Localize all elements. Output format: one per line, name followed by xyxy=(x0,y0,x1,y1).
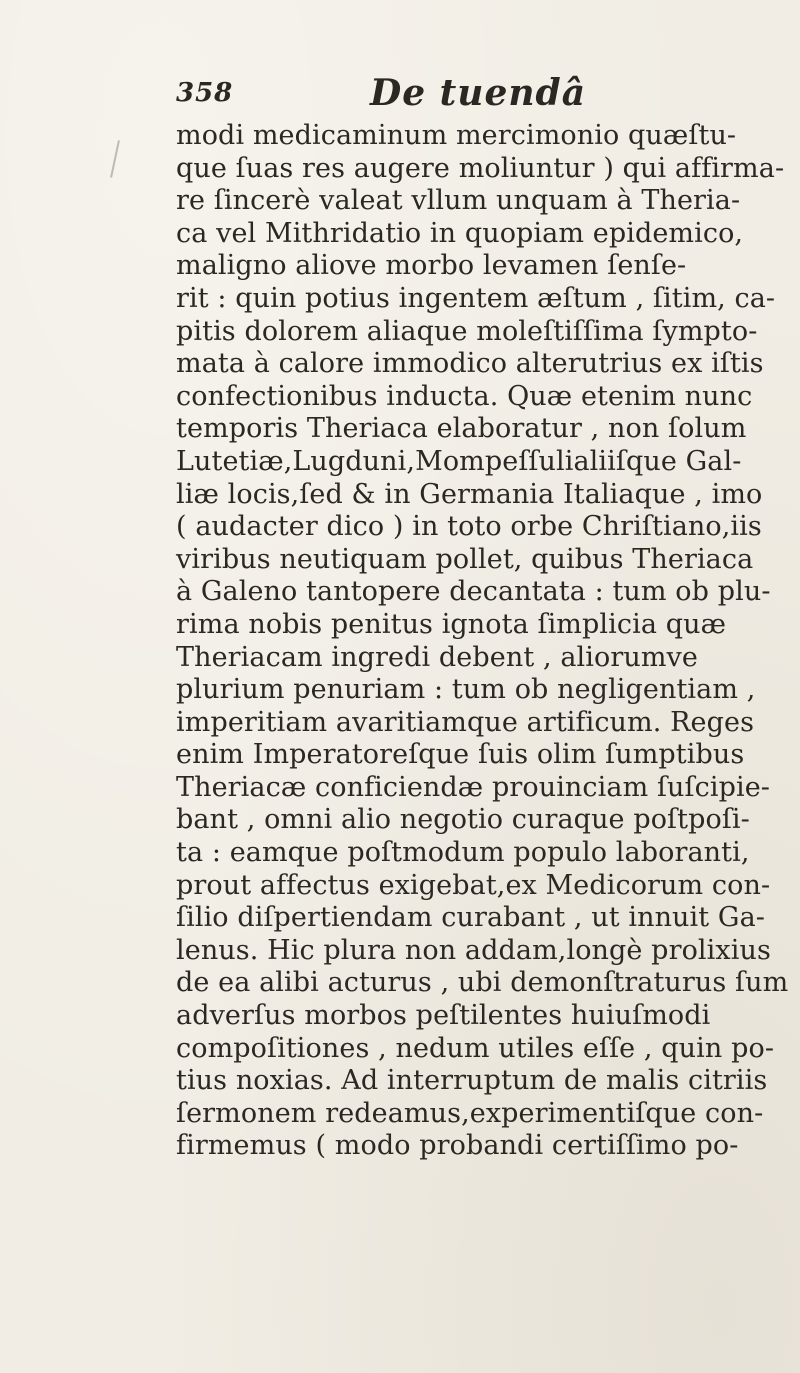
margin-mark xyxy=(110,140,120,178)
text-line: Theriacam ingredi debent , aliorumve xyxy=(176,641,698,673)
text-line: imperitiam avaritiamque artificum. Reges xyxy=(176,706,755,738)
text-line: Lutetiæ,Lugduni,Mompeſſulialiiſque Gal- xyxy=(176,445,742,477)
text-line: Theriacæ conficiendæ prouinciam ſuſcipie- xyxy=(176,771,771,803)
text-line: maligno aliove morbo levamen ſenſe- xyxy=(176,250,687,282)
text-line: viribus neutiquam pollet, quibus Theriaca xyxy=(176,543,754,575)
text-line: rit : quin potius ingentem æſtum , ſitim, ca- xyxy=(176,282,776,314)
text-line: temporis Theriaca elaboratur , non ſolum xyxy=(176,413,747,445)
text-line: liæ locis,ſed & in Germania Italiaque , imo xyxy=(176,478,763,510)
text-line: compoſitiones , nedum utiles eſſe , quin po- xyxy=(176,1032,775,1064)
text-line: ca vel Mithridatio in quopiam epidemico, xyxy=(176,217,744,249)
text-line: confectionibus inducta. Quæ etenim nunc xyxy=(176,380,753,412)
running-title: De tuendâ xyxy=(370,72,587,114)
text-line: que ſuas res augere moliuntur ) qui affirma- xyxy=(176,152,785,184)
text-line: enim Imperatoreſque ſuis olim ſumptibus xyxy=(176,739,745,771)
text-line: de ea alibi acturus , ubi demonſtraturus ſum xyxy=(176,967,789,999)
text-line: ſermonem redeamus,experimentiſque con- xyxy=(176,1097,764,1129)
text-line: ( audacter dico ) in toto orbe Chriſtiano,iis xyxy=(176,511,762,543)
page-number: 358 xyxy=(176,78,234,108)
text-line: à Galeno tantopere decantata : tum ob plu- xyxy=(176,576,771,608)
text-line: pitis dolorem aliaque moleſtiſſima ſympto- xyxy=(176,315,758,347)
text-line: ſilio diſpertiendam curabant , ut innuit Ga- xyxy=(176,902,765,934)
text-line: plurium penuriam : tum ob negligentiam , xyxy=(176,674,756,706)
text-line: ta : eamque poſtmodum populo laboranti, xyxy=(176,837,750,869)
text-line: re ſincerè valeat vllum unquam à Theria- xyxy=(176,185,741,217)
text-line: rima nobis penitus ignota ſimplicia quæ xyxy=(176,608,727,640)
text-line: firmemus ( modo probandi certiſſimo po- xyxy=(176,1130,739,1162)
text-line: bant , omni alio negotio curaque poſtpoſi- xyxy=(176,804,750,836)
text-line: mata à calore immodico alterutrius ex iſtis xyxy=(176,348,764,380)
text-line: modi medicaminum mercimonio quæſtu- xyxy=(176,120,737,151)
body-text xyxy=(176,120,789,1163)
text-line: prout affectus exigebat,ex Medicorum con- xyxy=(176,869,771,901)
text-line: tius noxias. Ad interruptum de malis citriis xyxy=(176,1065,768,1097)
page-header xyxy=(176,72,596,116)
text-line: adverſus morbos peſtilentes huiuſmodi xyxy=(176,1000,711,1032)
text-line: lenus. Hic plura non addam,longè prolixius xyxy=(176,934,771,966)
